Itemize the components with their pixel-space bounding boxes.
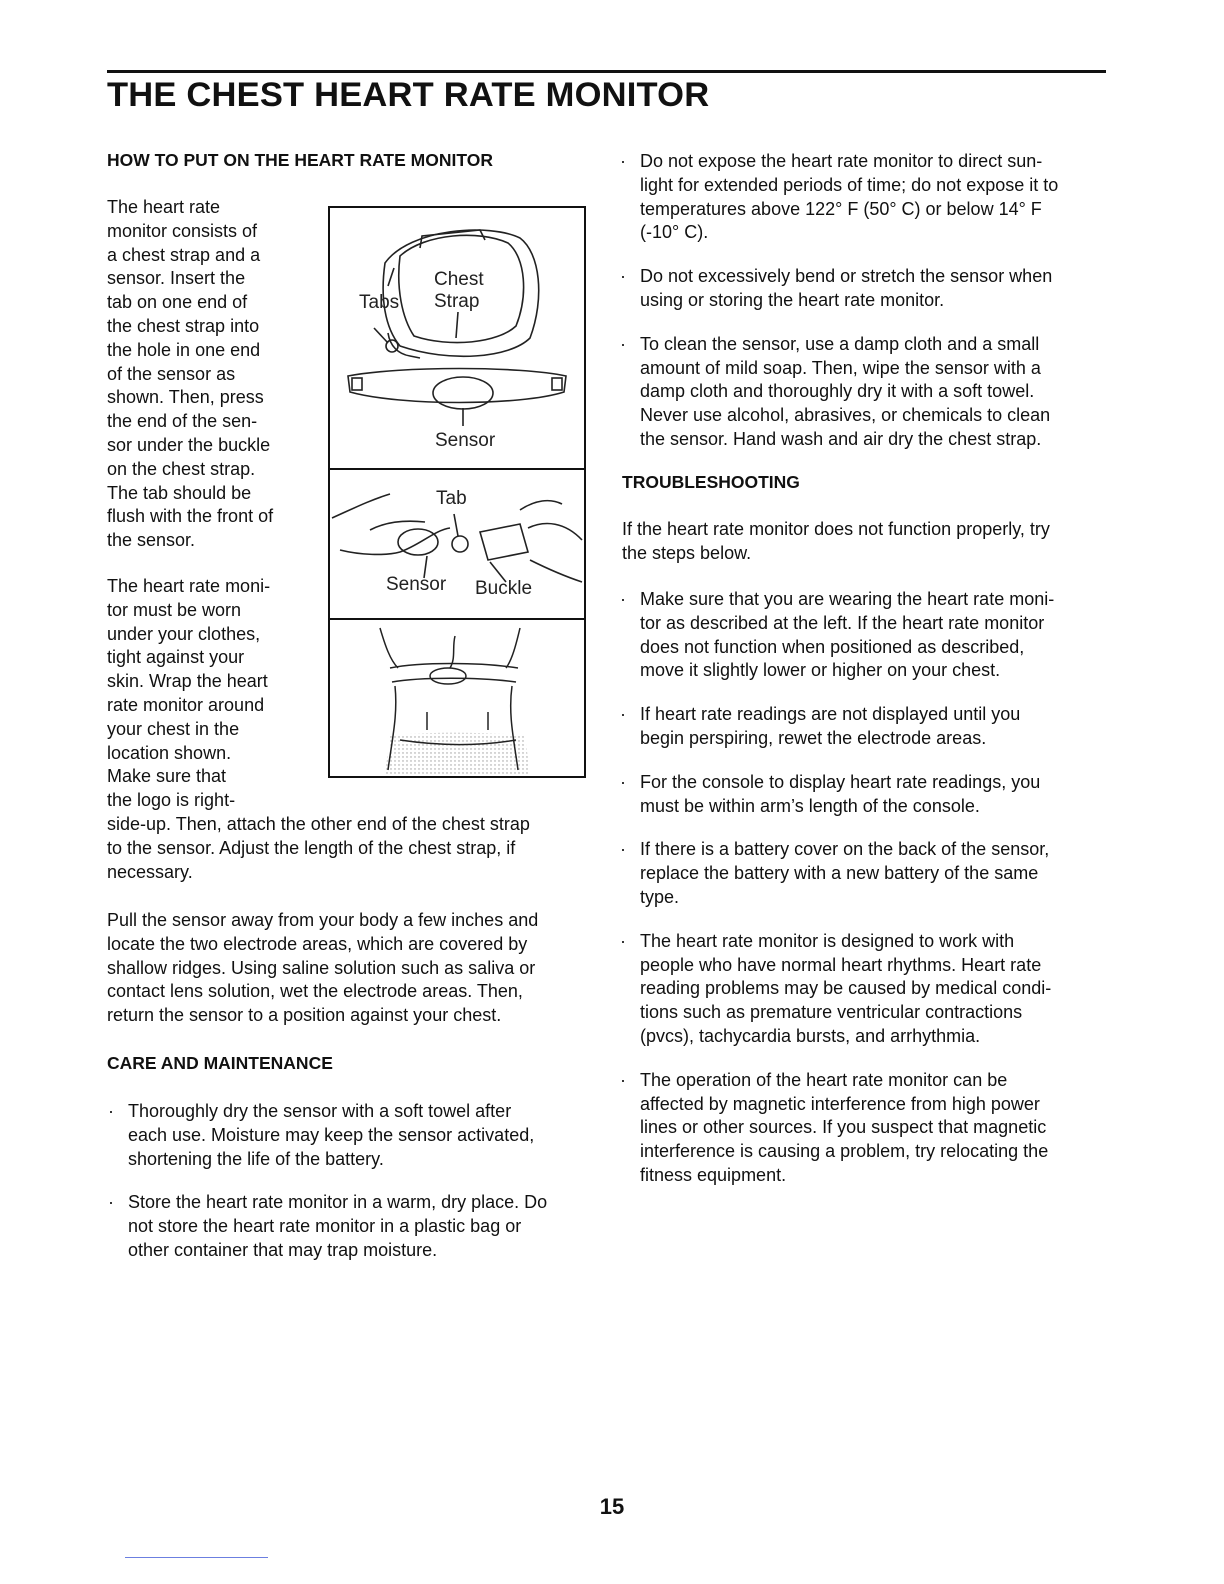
text-line: not store the heart rate monitor in a plastic bag or xyxy=(128,1216,522,1237)
text-line: damp cloth and thoroughly dry it with a soft towel. xyxy=(640,381,1035,402)
text-line: type. xyxy=(640,886,680,907)
text-line: your chest in the xyxy=(107,718,240,739)
panel-torso xyxy=(330,620,584,776)
text-line: under your clothes, xyxy=(107,623,261,644)
text-line: sensor. Insert the xyxy=(107,268,246,289)
footer-rule xyxy=(125,1557,268,1558)
text-line: the sensor. Hand wash and air dry the chest strap. xyxy=(640,428,1042,449)
text-line: affected by magnetic interference from high power xyxy=(640,1093,1040,1114)
text-line: tab on one end of xyxy=(107,292,248,313)
torso-illustration xyxy=(330,620,584,776)
text-line: temperatures above 122° F (50° C) or below 14° F xyxy=(640,198,1042,219)
text-line: If there is a battery cover on the back of the sensor, xyxy=(640,839,1050,860)
text-line: monitor consists of xyxy=(107,220,258,241)
text-line: Make sure that xyxy=(107,766,227,787)
bullet-item xyxy=(620,930,1054,1049)
text-line: flush with the front of xyxy=(107,506,274,527)
label-tab: Tab xyxy=(436,488,467,509)
bullet-item xyxy=(620,265,1058,313)
text-line: on the chest strap. xyxy=(107,458,256,479)
intro-paragraph xyxy=(107,196,273,553)
text-line: move it slightly lower or higher on your chest. xyxy=(640,660,1001,681)
label-sensor-bottom: Sensor xyxy=(386,574,447,595)
text-line: does not function when positioned as described, xyxy=(640,636,1025,657)
bullet-dot: · xyxy=(108,1101,114,1121)
text-line: Do not expose the heart rate monitor to direct sun- xyxy=(640,151,1043,171)
text-line: the hole in one end xyxy=(107,339,261,360)
bullet-dot: · xyxy=(620,771,626,792)
bullet-dot: · xyxy=(108,1192,114,1213)
text-line: replace the battery with a new battery of the same xyxy=(640,863,1039,884)
text-line: locate the two electrode areas, which are covered by xyxy=(107,933,528,954)
bullet-dot: · xyxy=(620,151,626,171)
text-line: contact lens solution, wet the electrode areas. Then, xyxy=(107,981,523,1002)
text-line: the logo is right- xyxy=(107,790,236,811)
label-tabs: Tabs xyxy=(359,292,400,313)
troubleshooting-list xyxy=(620,588,1054,1188)
bullet-dot: · xyxy=(620,589,626,609)
text-line: the sensor. xyxy=(107,530,196,551)
page-title: THE CHEST HEART RATE MONITOR xyxy=(107,76,710,114)
text-line: a chest strap and a xyxy=(107,244,261,265)
text-line: fitness equipment. xyxy=(640,1164,787,1185)
text-line: necessary. xyxy=(107,861,193,882)
text-line: (-10° C). xyxy=(640,222,709,243)
text-line: Store the heart rate monitor in a warm, dry place. Do xyxy=(128,1192,548,1213)
title-rule xyxy=(107,70,1106,73)
text-line: If the heart rate monitor does not function properly, try xyxy=(622,519,1050,539)
text-line: must be within arm’s length of the console. xyxy=(640,795,980,816)
text-line: The heart rate monitor is designed to work with xyxy=(640,930,1015,951)
bullet-item xyxy=(620,150,1058,245)
precautions-list xyxy=(620,150,1058,452)
pull-paragraph xyxy=(107,909,538,1028)
bullet-item xyxy=(620,1069,1054,1188)
text-line: people who have normal heart rhythms. Heart rate xyxy=(640,954,1042,975)
text-line: tions such as premature ventricular contractions xyxy=(640,1002,1023,1023)
heading-care: CARE AND MAINTENANCE xyxy=(107,1053,333,1073)
text-line: rate monitor around xyxy=(107,694,265,715)
label-chest: Chest xyxy=(434,269,484,290)
bullet-item xyxy=(620,838,1054,909)
bullet-item xyxy=(620,588,1054,683)
text-line: amount of mild soap. Then, wipe the sensor with a xyxy=(640,357,1041,378)
text-line: lines or other sources. If you suspect that magnetic xyxy=(640,1117,1047,1138)
bullet-dot: · xyxy=(620,266,626,287)
text-line: tor as described at the left. If the heart rate monitor xyxy=(640,612,1045,633)
text-line: The tab should be xyxy=(107,482,252,503)
text-line: using or storing the heart rate monitor. xyxy=(640,289,945,310)
text-line: side-up. Then, attach the other end of the chest strap xyxy=(107,813,530,834)
text-line: For the console to display heart rate readings, you xyxy=(640,771,1041,792)
bullet-dot: · xyxy=(620,333,626,354)
text-line: skin. Wrap the heart xyxy=(107,671,268,692)
troubleshooting-intro xyxy=(622,518,1050,566)
text-line: The operation of the heart rate monitor can be xyxy=(640,1069,1008,1090)
heading-troubleshooting: TROUBLESHOOTING xyxy=(622,472,800,492)
text-line: to the sensor. Adjust the length of the chest strap, if xyxy=(107,837,516,858)
text-line: The heart rate xyxy=(107,197,221,217)
heading-put-on: HOW TO PUT ON THE HEART RATE MONITOR xyxy=(107,150,493,170)
text-line: the chest strap into xyxy=(107,315,260,336)
text-line: The heart rate moni- xyxy=(107,576,271,596)
bullet-item xyxy=(108,1191,547,1262)
label-sensor-top: Sensor xyxy=(435,430,496,451)
strap-sensor-illustration xyxy=(330,208,584,468)
text-line: the end of the sen- xyxy=(107,411,258,432)
text-line: return the sensor to a position against your chest. xyxy=(107,1005,502,1026)
bullet-item xyxy=(620,771,1054,819)
bullet-dot: · xyxy=(620,704,626,725)
text-line: reading problems may be caused by medical condi- xyxy=(640,978,1052,999)
bullet-item xyxy=(620,703,1054,751)
text-line: Pull the sensor away from your body a few inches and xyxy=(107,910,539,930)
text-line: sor under the buckle xyxy=(107,434,271,455)
care-list xyxy=(108,1100,547,1263)
heart-rate-monitor-figure xyxy=(328,206,586,778)
text-line: shallow ridges. Using saline solution such as saliva or xyxy=(107,957,536,978)
label-buckle: Buckle xyxy=(475,578,533,599)
text-line: To clean the sensor, use a damp cloth and a small xyxy=(640,333,1040,354)
bullet-item xyxy=(108,1100,547,1171)
text-line: light for extended periods of time; do not expose it to xyxy=(640,174,1059,195)
bullet-dot: · xyxy=(620,930,626,951)
text-line: Make sure that you are wearing the heart rate moni- xyxy=(640,589,1055,609)
text-line: tor must be worn xyxy=(107,599,242,620)
text-line: of the sensor as xyxy=(107,363,236,384)
label-strap: Strap xyxy=(434,291,480,312)
text-line: If heart rate readings are not displayed until you xyxy=(640,704,1021,725)
panel-tab-buckle xyxy=(330,470,584,620)
text-line: Never use alcohol, abrasives, or chemicals to clean xyxy=(640,405,1051,426)
panel-strap-sensor xyxy=(330,208,584,470)
text-line: shortening the life of the battery. xyxy=(128,1148,384,1169)
text-line: location shown. xyxy=(107,742,232,763)
page-number: 15 xyxy=(599,1494,625,1519)
text-line: begin perspiring, rewet the electrode areas. xyxy=(640,727,987,748)
text-line: Thoroughly dry the sensor with a soft towel after xyxy=(128,1101,512,1121)
text-line: Do not excessively bend or stretch the sensor when xyxy=(640,266,1053,287)
text-line: (pvcs), tachycardia bursts, and arrhythmia. xyxy=(640,1025,981,1046)
text-line: the steps below. xyxy=(622,542,752,563)
bullet-dot: · xyxy=(620,1069,626,1090)
bullet-dot: · xyxy=(620,839,626,860)
bullet-item xyxy=(620,333,1058,452)
text-line: tight against your xyxy=(107,647,245,668)
text-line: shown. Then, press xyxy=(107,387,264,408)
text-line: other container that may trap moisture. xyxy=(128,1239,438,1260)
text-line: each use. Moisture may keep the sensor activated, xyxy=(128,1124,535,1145)
text-line: interference is causing a problem, try relocating the xyxy=(640,1141,1049,1162)
